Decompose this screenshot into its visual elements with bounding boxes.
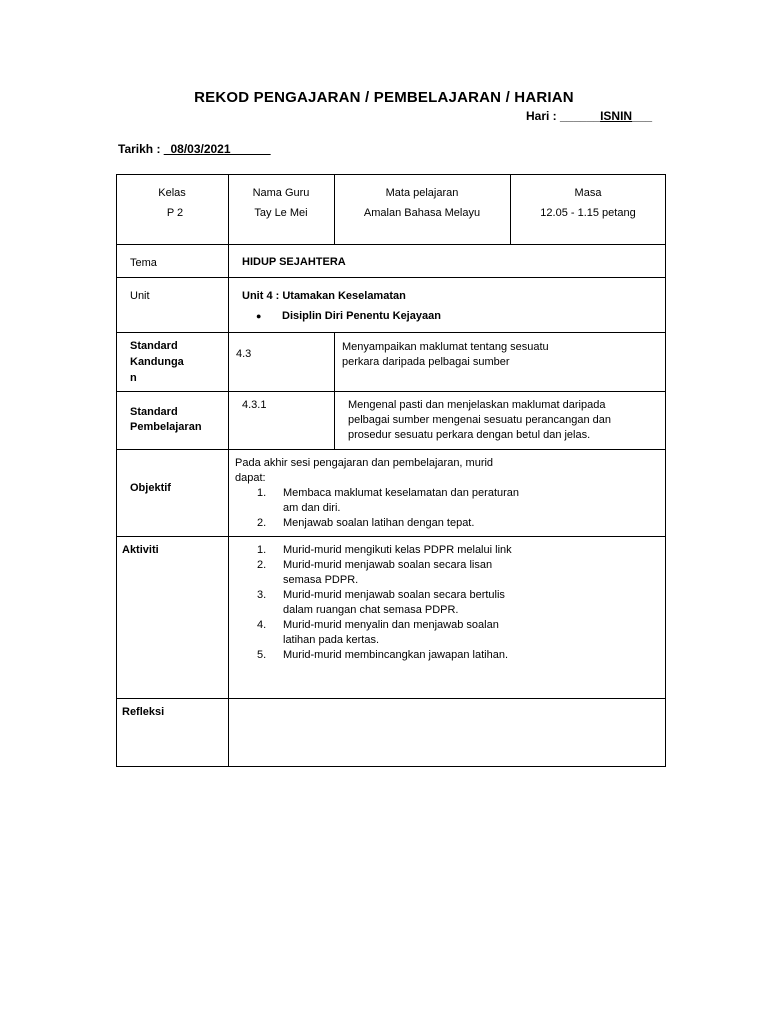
item-text: Membaca maklumat keselamatan dan peraturan [283, 487, 520, 499]
guru-label: Nama Guru [252, 187, 310, 199]
col-divider [228, 174, 229, 767]
tema-value: HIDUP SEJAHTERA [242, 256, 346, 268]
refleksi-label: Refleksi [122, 706, 165, 718]
list-item [257, 588, 512, 603]
sp-desc-1: Mengenal pasti dan menjelaskan maklumat daripada [348, 399, 606, 411]
item-text: semasa PDPR. [283, 574, 359, 586]
tarikh-field [118, 142, 271, 156]
list-item [257, 558, 512, 573]
sp-desc-3: prosedur sesuatu perkara dengan betul dan jelas. [348, 429, 591, 441]
sk-desc-1: Menyampaikan maklumat tentang sesuatu [342, 341, 549, 353]
list-item [257, 486, 519, 501]
row-divider [116, 332, 666, 333]
row-divider [116, 449, 666, 450]
item-text: dalam ruangan chat semasa PDPR. [283, 604, 459, 616]
objektif-label: Objektif [130, 482, 171, 494]
item-text: Murid-murid menyalin dan menjawab soalan [283, 619, 499, 631]
row-divider [116, 244, 666, 245]
list-item-continuation [257, 501, 519, 516]
list-item-continuation [257, 633, 512, 648]
hari-field [526, 109, 652, 123]
sp-code: 4.3.1 [242, 399, 267, 411]
tema-label: Tema [130, 257, 157, 269]
row-divider [116, 277, 666, 278]
item-text: Murid-murid menjawab soalan secara lisan [283, 559, 493, 571]
item-text: latihan pada kertas. [283, 634, 380, 646]
item-number: 1. [257, 487, 267, 499]
sp-label-2: Pembelajaran [130, 421, 202, 433]
list-item [257, 618, 512, 633]
sk-desc-2: perkara daripada pelbagai sumber [342, 356, 510, 368]
sk-label-2: Kandunga [130, 356, 184, 368]
item-text: Murid-murid menjawab soalan secara bertulis [283, 589, 505, 601]
bullet-icon: ● [256, 311, 262, 321]
subjek-value: Amalan Bahasa Melayu [363, 207, 481, 219]
unit-value: Unit 4 : Utamakan Keselamatan [242, 290, 406, 302]
col-divider [334, 332, 335, 449]
item-number: 2. [257, 559, 267, 571]
masa-value: 12.05 - 1.15 petang [540, 207, 636, 219]
kelas-label: Kelas [158, 187, 186, 199]
hari-value: ISNIN [600, 109, 633, 123]
subjek-label: Mata pelajaran [385, 187, 459, 199]
row-divider [116, 536, 666, 537]
aktiviti-label: Aktiviti [122, 544, 159, 556]
page-title: REKOD PENGAJARAN / PEMBELAJARAN / HARIAN [194, 89, 574, 106]
unit-label: Unit [130, 290, 150, 302]
item-number: 5. [257, 649, 267, 661]
kelas-value: P 2 [166, 207, 184, 219]
item-number: 1. [257, 544, 267, 556]
item-number: 3. [257, 589, 267, 601]
objektif-intro-2: dapat: [235, 472, 266, 484]
masa-label: Masa [574, 187, 602, 199]
item-text: Menjawab soalan latihan dengan tepat. [283, 517, 475, 529]
sk-code: 4.3 [236, 348, 252, 360]
sk-label-1: Standard [130, 340, 178, 352]
item-number: 2. [257, 517, 267, 529]
list-item-continuation [257, 573, 512, 588]
list-item [257, 648, 512, 663]
item-text: Murid-murid mengikuti kelas PDPR melalui link [283, 544, 512, 556]
sk-label-3: n [130, 372, 137, 384]
list-item [257, 516, 519, 531]
item-text: Murid-murid membincangkan jawapan latihan. [283, 649, 509, 661]
row-divider [116, 391, 666, 392]
guru-value: Tay Le Mei [254, 207, 308, 219]
tarikh-value: _08/03/2021______ [163, 142, 271, 156]
sp-label-1: Standard [130, 406, 178, 418]
item-text: am dan diri. [283, 502, 341, 514]
row-divider [116, 698, 666, 699]
objektif-intro-1: Pada akhir sesi pengajaran dan pembelajaran, murid [235, 457, 494, 469]
list-item-continuation [257, 603, 512, 618]
unit-sub: Disiplin Diri Penentu Kejayaan [282, 310, 441, 322]
list-item [257, 543, 512, 558]
objektif-list [257, 486, 519, 531]
hari-trail: ___ [632, 109, 653, 123]
tarikh-label: Tarikh : [118, 142, 164, 156]
aktiviti-list [257, 543, 512, 663]
hari-label: Hari : ______ [526, 109, 601, 123]
sp-desc-2: pelbagai sumber mengenai sesuatu perancangan dan [348, 414, 611, 426]
item-number: 4. [257, 619, 267, 631]
